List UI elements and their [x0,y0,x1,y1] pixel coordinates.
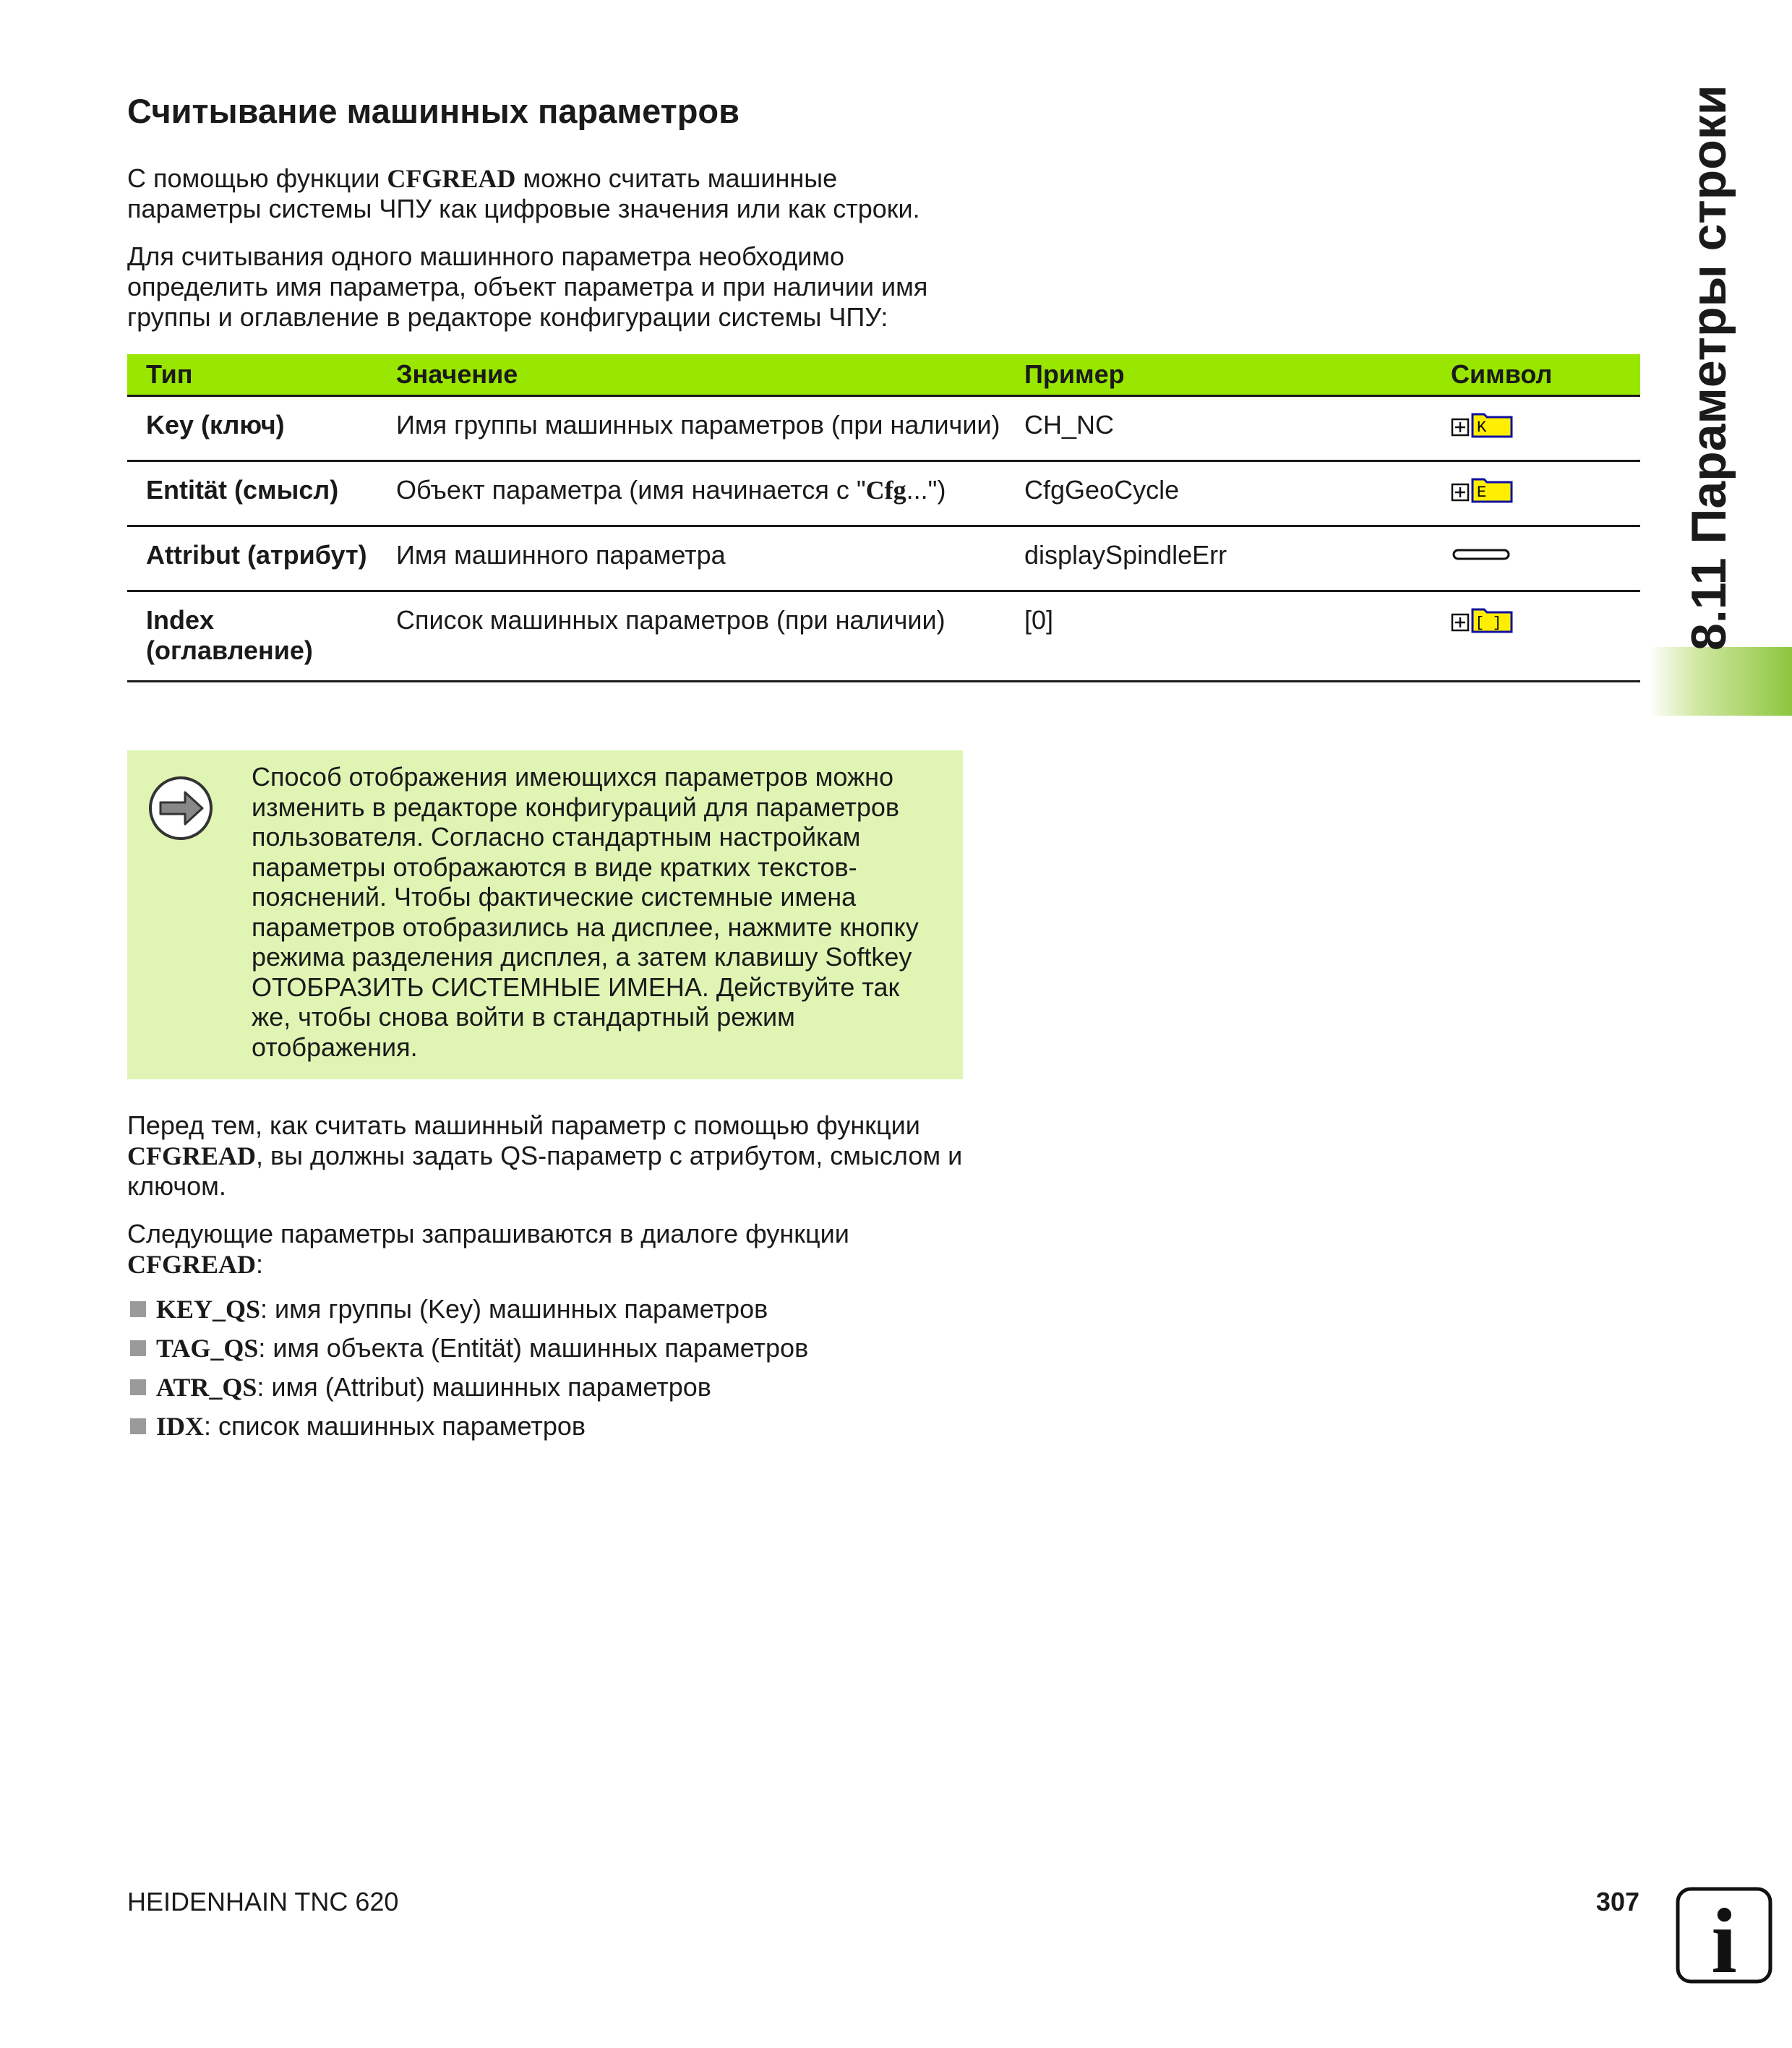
cell-symbol [1432,461,1640,526]
meaning-text: Имя машинного параметра [396,540,726,570]
entity-folder-icon [1451,475,1516,504]
symbol-letter: K [1477,419,1487,437]
table-row [127,461,1640,526]
cell-example: [0] [1006,591,1432,682]
cell-meaning [377,396,1006,461]
key-folder-icon [1451,410,1516,439]
cell-example: displaySpindleErr [1006,526,1432,591]
intro-paragraph [127,163,966,224]
note-box [127,750,963,1079]
header-type: Тип [127,354,377,396]
table-row [127,526,1640,591]
list-text: : имя группы (Key) машинных параметров [260,1294,768,1324]
chapter-tab-bar [1648,647,1792,716]
header-symbol: Символ [1432,354,1640,396]
info-icon [1676,1887,1772,1984]
list-key: ATR_QS [156,1373,257,1402]
table-row [127,396,1640,461]
cell-type: Entität (смысл) [127,461,377,526]
header-meaning: Значение [377,354,1006,396]
cell-symbol [1432,526,1640,591]
dialog-text: Следующие параметры запрашиваются в диалоге функции [127,1219,849,1248]
chapter-tab-title: 8.11 Параметры строки [1681,85,1736,651]
bullet-square-icon [130,1379,146,1395]
list-item [127,1333,808,1372]
cell-meaning [377,461,1006,526]
cell-meaning [377,591,1006,682]
before-paragraph [127,1110,966,1201]
bullet-square-icon [130,1340,146,1356]
meaning-text-end: ...") [906,475,946,505]
list-item [127,1294,808,1333]
attribute-field-icon [1451,540,1516,569]
list-text: : имя (Attribut) машинных параметров [257,1372,711,1402]
bullet-square-icon [130,1418,146,1434]
dialog-text-end: : [256,1249,264,1279]
index-folder-icon [1451,605,1516,634]
list-text: : список машинных параметров [204,1411,586,1441]
dialog-paragraph [127,1219,966,1280]
cell-type: Key (ключ) [127,396,377,461]
meaning-text: Объект параметра (имя начинается с " [396,475,866,505]
function-name: CFGREAD [127,1250,256,1279]
symbol-letter: E [1477,484,1487,502]
cell-meaning [377,526,1006,591]
function-name: CFGREAD [127,1141,256,1170]
page-title: Считывание машинных параметров [127,92,740,130]
list-item [127,1372,808,1411]
intro-text-end: можно считать машинные параметры системы ЧПУ как цифровые значения или как строки. [127,163,920,223]
cell-example: CfgGeoCycle [1006,461,1432,526]
header-example: Пример [1006,354,1432,396]
before-text-end: , вы должны задать QS-параметр с атрибутом, смыслом и ключом. [127,1141,963,1201]
table-header-row [127,354,1640,396]
symbol-letter: [ ] [1475,615,1502,632]
arrow-right-circle-icon [147,775,214,841]
table-row [127,591,1640,682]
cell-symbol [1432,591,1640,682]
meaning-text: Список машинных параметров (при наличии) [396,605,946,635]
info-letter: i [1711,1890,1737,1984]
note-text: Способ отображения имеющихся параметров можно изменить в редакторе конфигураций для параметров пользователя. Согласно стандартным настройкам параметры отображаются в виде кратких текстов-пояснений. Чтобы фактические системные имена параметров отобразились на дисплее, нажмите кнопку режима разделения дисплея, а затем клавишу Softkey ОТОБРАЗИТЬ СИСТЕМНЫЕ ИМЕНА. Действуйте так же, чтобы снова войти в стандартный режим отображения. [252,762,919,1062]
list-key: IDX [156,1412,205,1441]
list-key: TAG_QS [156,1334,259,1363]
list-item [127,1411,808,1450]
before-text: Перед тем, как считать машинный параметр с помощью функции [127,1110,920,1140]
footer-product: HEIDENHAIN TNC 620 [127,1887,399,1916]
meaning-code: Cfg [865,476,906,505]
cell-example: CH_NC [1006,396,1432,461]
list-text: : имя объекта (Entität) машинных параметров [258,1333,809,1363]
cell-symbol [1432,396,1640,461]
cell-type: Attribut (атрибут) [127,526,377,591]
meaning-text: Имя группы машинных параметров (при наличии) [396,410,1000,440]
list-key: KEY_QS [156,1295,261,1324]
bullet-square-icon [130,1301,146,1317]
cell-type: Index (оглавление) [127,591,377,682]
function-name: CFGREAD [387,164,516,193]
page-number: 307 [1595,1887,1639,1916]
intro-text: С помощью функции [127,163,387,193]
parameter-list [127,1294,808,1450]
definition-paragraph: Для считывания одного машинного параметра необходимо определить имя параметра, объект параметра и при наличии имя группы и оглавление в редакторе конфигурации системы ЧПУ: [127,241,928,332]
parameter-table [127,354,1640,682]
